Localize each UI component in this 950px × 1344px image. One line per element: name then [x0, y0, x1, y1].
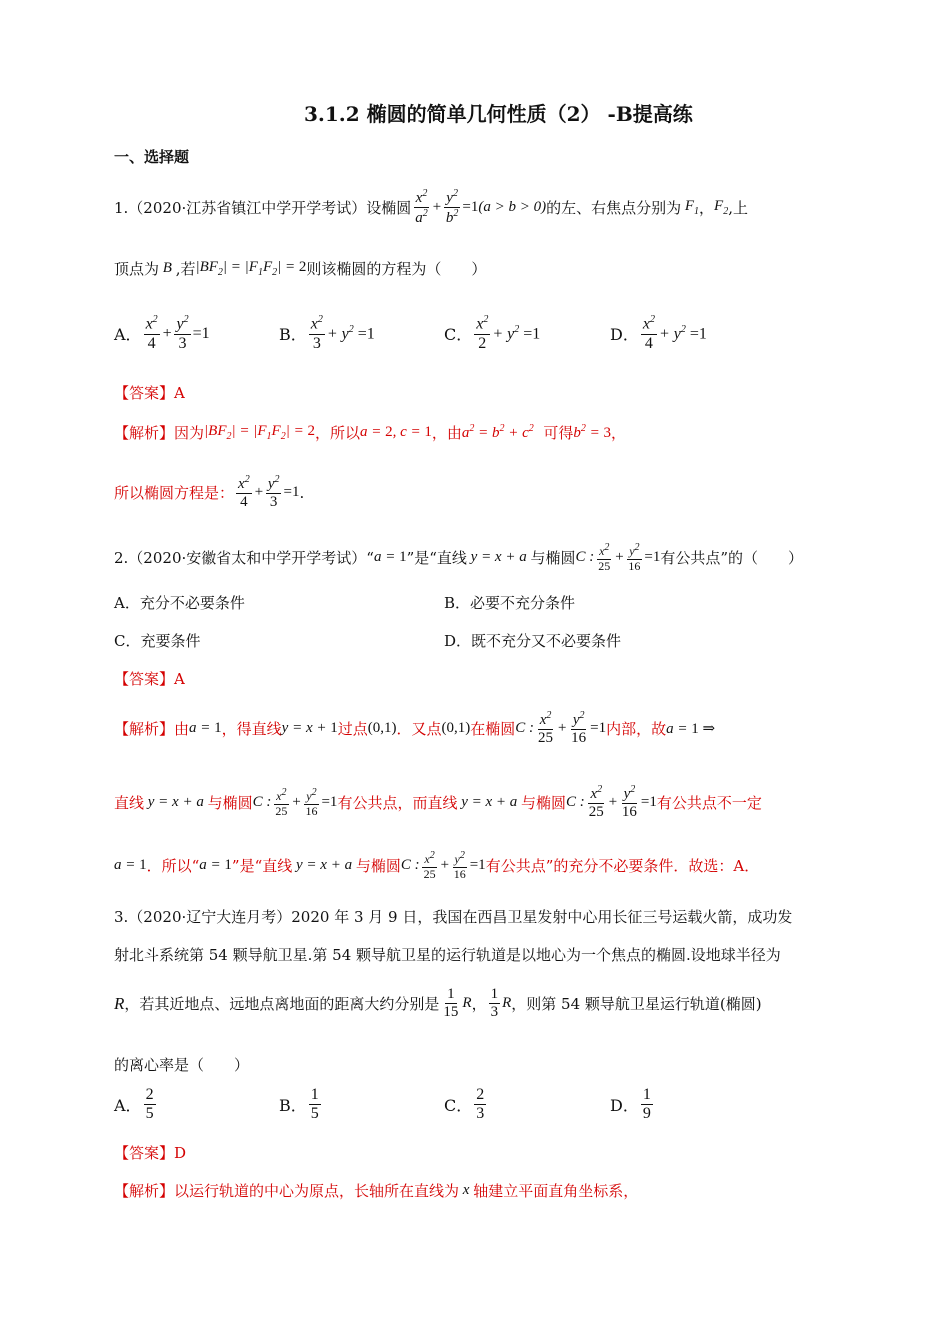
q3-stem-line4: 的离心率是（ ）: [114, 1056, 250, 1074]
q1-mid: 的左、右焦点分别为: [546, 199, 682, 218]
q1-option-b[interactable]: B． $\frac{x^2}{3}$ + $y^2 =1$: [279, 314, 375, 352]
q2-analysis-line1: 【解析】 由 a = 1 ，得直线 y = x + 1 过点 (0,1) ．又点 (0,1) 在椭圆 C : $\frac{x^2}{25}$ + $\frac{y^2}{16}$ =1 内部，故 a = 1 ⇒: [114, 710, 716, 747]
q1-stem-line1: 1.（2020·江苏省镇江中学开学考试）设椭圆 $\frac{x^2}{a^2}$ + $\frac{y^2}{b^2}$ =1(a > b > 0) 的左、右焦点分别为 $F_1$ ， $F_2$ ,上: [114, 188, 748, 227]
q3-option-a[interactable]: A． $\frac{2}{5}$: [114, 1086, 154, 1123]
section-heading: 一、选择题: [114, 148, 190, 166]
q3-stem-line1: 3.（2020·辽宁大连月考）2020 年 3 月 9 日，我国在西昌卫星发射中心用长征三号运载火箭，成功发: [114, 908, 793, 926]
q1-answer: 【答案】A: [114, 384, 185, 402]
q2-answer: 【答案】A: [114, 670, 185, 688]
q3-option-b[interactable]: B． $\frac{1}{5}$: [279, 1086, 319, 1123]
page-title: 3.1.2 椭圆的简单几何性质（2） -B提高练: [304, 102, 693, 126]
q3-answer: 【答案】D: [114, 1144, 187, 1162]
q1-option-d[interactable]: D． $\frac{x^2}{4}$ + $y^2 =1$: [610, 314, 707, 352]
q1-ellipse-y: $\frac{y^2}{b^2}$: [445, 188, 459, 227]
q1-ellipse-x: $\frac{x^2}{a^2}$: [415, 188, 428, 227]
q2-option-d[interactable]: D．既不充分又不必要条件: [444, 632, 622, 650]
q1-analysis-line2: 所以椭圆方程是： $\frac{x^2}{4}$ + $\frac{y^2}{3}$ =1 .: [114, 474, 305, 511]
q2-analysis-line2: 直线 y = x + a 与椭圆 C : $\frac{x^2}{25}$ + $\frac{y^2}{16}$ =1 有公共点，而直线 y = x + a 与椭圆 C : $\frac{x^2}{25}$ + $\frac{y^2}{16}$ =1 有公共点不一定: [114, 784, 762, 821]
q2-stem: 2.（2020·安徽省太和中学开学考试）“ a = 1 ”是“直线 y = x + a 与椭圆 C : $\frac{x^2}{25}$ + $\frac{y^2}{16}$ =1 有公共点”的（ ）: [114, 542, 803, 573]
q3-option-d[interactable]: D． $\frac{1}{9}$: [610, 1086, 651, 1123]
q3-stem-line3: R ，若其近地点、远地点离地面的距离大约分别是 $\frac{1}{15}$ R ， $\frac{1}{3}$ R ，则第 54 颗导航卫星运行轨道(椭圆): [114, 986, 762, 1021]
q1-analysis-line1: 【解析】 因为 $|BF_2| = |F_1F_2| = 2$ ，所以 a = 2, c = 1 ，由 $a^2 = b^2 + c^2$ 可得 $b^2 = 3$ ，: [114, 423, 626, 442]
q1-stem-line2: 顶点为 B ,若 $|BF_2| = |F_1F_2| = 2$ 则该椭圆的方程为（ ）: [114, 259, 487, 278]
q3-analysis: 【解析】 以运行轨道的中心为原点，长轴所在直线为 x 轴建立平面直角坐标系，: [114, 1182, 639, 1200]
q2-option-b[interactable]: B．必要不充分条件: [444, 594, 576, 612]
q1-option-c[interactable]: C． $\frac{x^2}{2}$ + $y^2 =1$: [444, 314, 541, 352]
q1-option-a[interactable]: A． $\frac{x^2}{4}$ + $\frac{y^2}{3}$ =1: [114, 314, 210, 352]
q1-prefix: 1.（2020·江苏省镇江中学开学考试）设椭圆: [114, 199, 412, 218]
q2-option-c[interactable]: C．充要条件: [114, 632, 201, 650]
q2-analysis-line3: a = 1 ．所以“ a = 1 ”是“直线 y = x + a 与椭圆 C : $\frac{x^2}{25}$ + $\frac{y^2}{16}$ =1 有公共点”的充分不必要条件．故选：A．: [114, 850, 760, 881]
q3-stem-line2: 射北斗系统第 54 颗导航卫星.第 54 颗导航卫星的运行轨道是以地心为一个焦点的椭圆.设地球半径为: [114, 946, 781, 964]
q3-option-c[interactable]: C． $\frac{2}{3}$: [444, 1086, 485, 1123]
q2-option-a[interactable]: A．充分不必要条件: [114, 594, 245, 612]
